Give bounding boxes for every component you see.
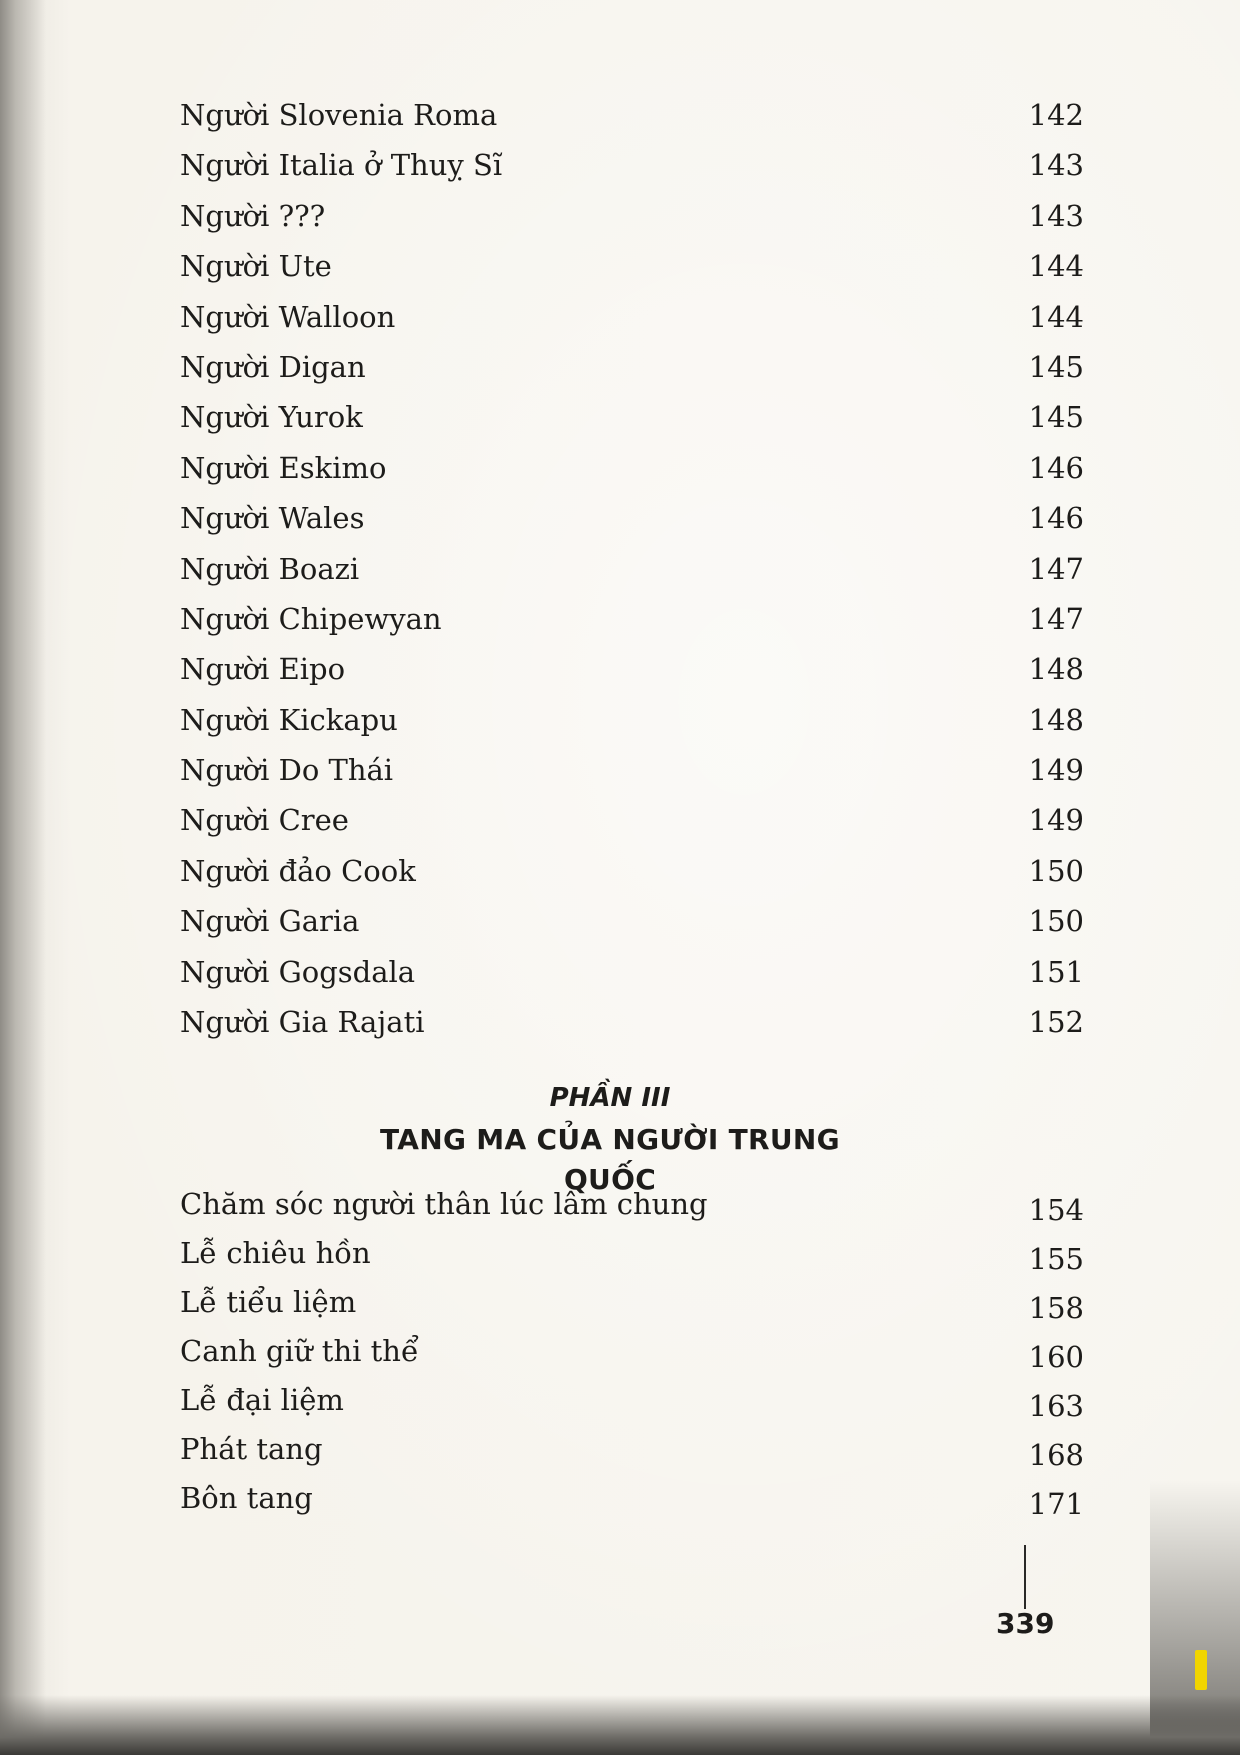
toc-entry-title: Người Italia ở Thuỵ Sĩ: [180, 148, 503, 183]
toc-entry-page: 168: [1028, 1438, 1084, 1472]
toc-entry-title: Bôn tang: [180, 1481, 313, 1515]
toc-entry: [180, 745, 1084, 795]
toc-entry-page: 144: [1028, 249, 1084, 284]
toc-entry: [180, 896, 1084, 946]
toc-entry: [180, 342, 1084, 392]
toc-entry: [180, 443, 1084, 493]
toc-entry: [180, 1278, 1084, 1327]
toc-entry-title: Người Eskimo: [180, 450, 387, 485]
toc-entry: [180, 695, 1084, 745]
toc-entry: [180, 493, 1084, 543]
toc-entry-page: 143: [1028, 198, 1084, 233]
toc-entry-page: 149: [1028, 753, 1084, 788]
toc-entry-title: Người Eipo: [180, 652, 346, 687]
folio-rule: [1024, 1545, 1026, 1609]
toc-entry: [180, 795, 1084, 845]
toc-entry-title: Lễ đại liệm: [180, 1383, 344, 1417]
toc-entry-page: 144: [1028, 299, 1084, 334]
part-label: PHẦN III: [549, 1083, 671, 1113]
part-title: TANG MA CỦA NGƯỜI TRUNG QUỐC: [380, 1123, 840, 1196]
toc-entry: [180, 140, 1084, 190]
toc-entry-title: Người Ute: [180, 249, 332, 284]
toc-entry-page: 150: [1028, 853, 1084, 888]
toc-entry-title: Người Walloon: [180, 299, 396, 334]
toc-list-part2: [180, 90, 1084, 1047]
toc-entry: [180, 90, 1084, 140]
toc-entry-title: Canh giữ thi thể: [180, 1334, 419, 1368]
toc-entry-page: 163: [1028, 1389, 1084, 1423]
toc-entry-page: 145: [1028, 400, 1084, 435]
toc-entry: [180, 392, 1084, 442]
toc-entry-title: Người Do Thái: [180, 753, 394, 788]
toc-entry-page: 152: [1028, 1005, 1084, 1040]
toc-entry-page: 155: [1028, 1242, 1084, 1276]
toc-entry-page: 151: [1028, 954, 1084, 989]
yellow-marker: [1195, 1650, 1207, 1690]
toc-entry: [180, 997, 1084, 1047]
toc-entry-title: Người đảo Cook: [180, 853, 416, 888]
toc-entry: [180, 1425, 1084, 1474]
toc-entry-page: 150: [1028, 904, 1084, 939]
toc-entry-title: Người Chipewyan: [180, 601, 442, 636]
toc-entry-title: Người Kickapu: [180, 702, 398, 737]
toc-entry: [180, 292, 1084, 342]
toc-entry: [180, 1180, 1084, 1229]
toc-entry-title: Lễ tiểu liệm: [180, 1285, 357, 1319]
toc-entry: [180, 1229, 1084, 1278]
toc-entry-page: 160: [1028, 1340, 1084, 1374]
toc-entry-title: Người Wales: [180, 501, 365, 536]
toc-entry-page: 146: [1028, 450, 1084, 485]
toc-entry-title: Người Yurok: [180, 400, 363, 435]
toc-entry-page: 142: [1028, 98, 1084, 132]
toc-entry-page: 158: [1028, 1291, 1084, 1325]
toc-entry-page: 149: [1028, 803, 1084, 838]
toc-entry-page: 143: [1028, 148, 1084, 183]
toc-entry-title: Người Digan: [180, 349, 366, 384]
toc-list-part3: [180, 1180, 1084, 1523]
toc-entry-page: 154: [1028, 1193, 1084, 1227]
toc-entry-page: 146: [1028, 501, 1084, 536]
page-number: 339: [996, 1607, 1055, 1640]
toc-entry: [180, 191, 1084, 241]
toc-entry: [180, 544, 1084, 594]
toc-entry: [180, 1474, 1084, 1523]
toc-entry-title: Người Slovenia Roma: [180, 98, 498, 132]
binding-shadow: [0, 0, 46, 1755]
toc-entry-title: Người ???: [180, 198, 326, 233]
toc-entry-title: Người Gogsdala: [180, 954, 416, 989]
toc-entry-title: Người Gia Rajati: [180, 1005, 425, 1040]
toc-entry: [180, 1327, 1084, 1376]
toc-entry-title: Lễ chiêu hồn: [180, 1236, 371, 1270]
toc-entry: [180, 1376, 1084, 1425]
toc-entry-title: Chăm sóc người thân lúc lâm chung: [180, 1187, 708, 1221]
toc-entry-title: Phát tang: [180, 1432, 323, 1466]
toc-entry-page: 171: [1028, 1487, 1084, 1521]
toc-entry-page: 147: [1028, 551, 1084, 586]
toc-entry-title: Người Boazi: [180, 551, 360, 586]
toc-entry: [180, 644, 1084, 694]
toc-entry-page: 145: [1028, 349, 1084, 384]
toc-entry-page: 148: [1028, 652, 1084, 687]
toc-entry-title: Người Garia: [180, 904, 360, 939]
toc-entry-title: Người Cree: [180, 803, 349, 838]
toc-entry: [180, 846, 1084, 896]
toc-entry: [180, 594, 1084, 644]
toc-entry-page: 148: [1028, 702, 1084, 737]
toc-entry-page: 147: [1028, 601, 1084, 636]
bottom-edge-shadow: [0, 1695, 1240, 1755]
toc-entry: [180, 947, 1084, 997]
toc-entry: [180, 241, 1084, 291]
